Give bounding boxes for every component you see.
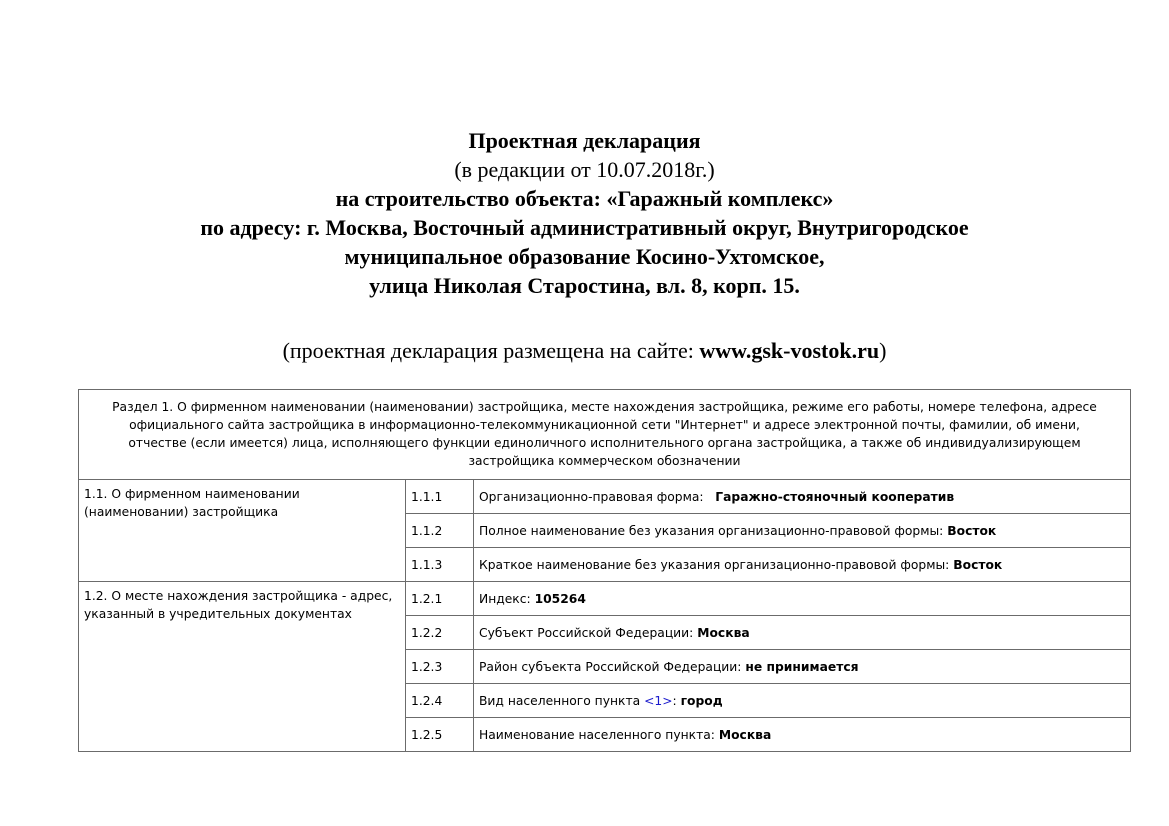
field-value: Восток — [947, 523, 997, 538]
field-value: 105264 — [534, 591, 586, 606]
row-number: 1.1.1 — [406, 480, 474, 514]
site-url-link[interactable]: www.gsk-vostok.ru — [699, 338, 880, 363]
object-name: на строительство объекта: «Гаражный комплекс» — [335, 186, 834, 211]
field-value: Москва — [697, 625, 750, 640]
field-label: Полное наименование без указания организационно-правовой формы: — [479, 523, 944, 538]
field-value: Гаражно-стояночный кооператив — [715, 489, 955, 504]
row-value-cell — [474, 480, 1131, 514]
document-header — [0, 126, 1169, 300]
table-row — [79, 480, 1131, 514]
field-value: город — [680, 693, 723, 708]
site-note-prefix: (проектная декларация размещена на сайте: — [282, 338, 700, 363]
group-1-1-label: 1.1. О фирменном наименовании (наименовании) застройщика — [79, 480, 406, 582]
row-value-cell — [474, 582, 1131, 616]
row-value-cell — [474, 718, 1131, 752]
row-value-cell — [474, 650, 1131, 684]
declaration-table — [78, 389, 1131, 752]
group-1-2-label: 1.2. О месте нахождения застройщика - адрес, указанный в учредительных документах — [79, 582, 406, 752]
row-number: 1.1.2 — [406, 514, 474, 548]
field-value: не принимается — [745, 659, 859, 674]
field-value: Восток — [953, 557, 1003, 572]
site-note-suffix: ) — [879, 338, 887, 363]
field-label: Район субъекта Российской Федерации: — [479, 659, 742, 674]
row-value-cell — [474, 684, 1131, 718]
row-number: 1.2.2 — [406, 616, 474, 650]
document-title: Проектная декларация — [468, 128, 701, 153]
row-number: 1.2.4 — [406, 684, 474, 718]
field-label: Организационно-правовая форма: — [479, 489, 704, 504]
row-number: 1.2.5 — [406, 718, 474, 752]
site-note — [0, 336, 1169, 365]
field-label: Индекс: — [479, 591, 531, 606]
address-line-1: по адресу: г. Москва, Восточный административный округ, Внутригородское — [200, 215, 969, 240]
row-value-cell — [474, 514, 1131, 548]
field-label: Краткое наименование без указания организационно-правовой формы: — [479, 557, 950, 572]
row-number: 1.2.3 — [406, 650, 474, 684]
row-number: 1.2.1 — [406, 582, 474, 616]
field-label-suffix: : — [672, 693, 677, 708]
row-number: 1.1.3 — [406, 548, 474, 582]
row-value-cell — [474, 616, 1131, 650]
field-label: Наименование населенного пункта: — [479, 727, 715, 742]
footnote-ref-link[interactable]: <1> — [644, 693, 673, 708]
address-line-2: муниципальное образование Косино-Ухтомское, — [344, 244, 825, 269]
field-label: Вид населенного пункта — [479, 693, 641, 708]
address-line-3: улица Николая Старостина, вл. 8, корп. 15. — [369, 273, 800, 298]
row-value-cell — [474, 548, 1131, 582]
edition-date: (в редакции от 10.07.2018г.) — [454, 157, 715, 182]
section-heading-row — [79, 390, 1131, 480]
table-row — [79, 582, 1131, 616]
section-1-heading: Раздел 1. О фирменном наименовании (наименовании) застройщика, месте нахождения застройщика, режиме его работы, номере телефона, адресе официального сайта застройщика в информационно-телекоммуникационной сети "Интернет" и адресе электронной почты, фамилии, об имени, отчестве (если имеется) лица, исполняющего функции единоличного исполнительного органа застройщика, а также об индивидуализирующем застройщика коммерческом обозначении — [79, 390, 1131, 480]
field-value: Москва — [718, 727, 772, 742]
field-label: Субъект Российской Федерации: — [479, 625, 694, 640]
